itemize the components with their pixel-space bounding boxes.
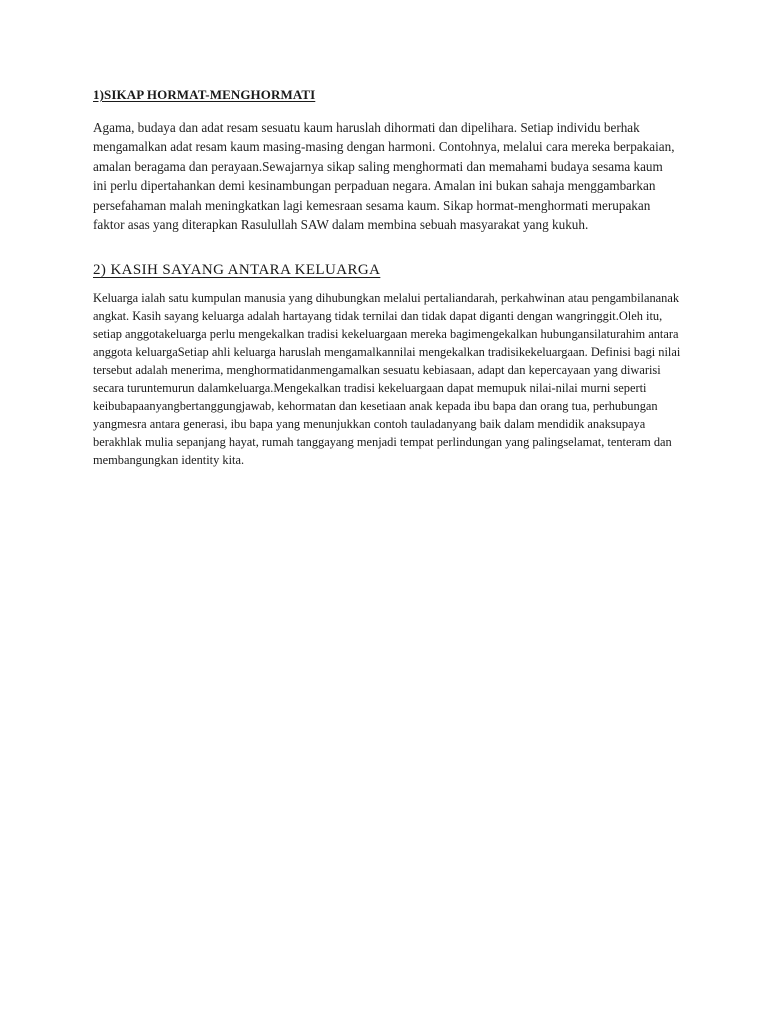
- section-paragraph-kasih-sayang: Keluarga ialah satu kumpulan manusia yang dihubungkan melalui pertaliandarah, perkahwinan atau pengambilananak angkat. Kasih sayang keluarga adalah hartayang tidak ternilai dan tidak dapat diganti dengan wangringgit.Oleh itu, setiap anggotakeluarga perlu mengekalkan tradisi kekeluargaan mereka bagimengekalkan hubungansilaturahim antara anggota keluargaSetiap ahli keluarga haruslah mengamalkannilai mengekalkan tradisikekeluargaan. Definisi bagi nilai tersebut adalah menerima, menghormatidanmengamalkan sesuatu kebiasaan, adapt dan kepercayaan yang diwarisi secara turuntemurun dalamkeluarga.Mengekalkan tradisi kekeluargaan dapat memupuk nilai-nilai murni seperti keibubapaanyangbertanggungjawab, kehormatan dan kesetiaan anak kepada ibu bapa dan orang tua, perhubungan yangmesra antara generasi, ibu bapa yang menunjukkan contoh tauladanyang baik dalam mendidik anaksupaya berakhlak mulia sepanjang hayat, rumah tanggayang menjadi tempat perlindungan yang palingselamat, tenteram dan membangungkan identity kita.: [93, 291, 681, 467]
- document-page: [93, 86, 683, 470]
- section-heading-sikap-hormat: 1)SIKAP HORMAT-MENGHORMATI: [93, 87, 316, 102]
- section-paragraph-sikap-hormat: Agama, budaya dan adat resam sesuatu kaum haruslah dihormati dan dipelihara. Setiap individu berhak mengamalkan adat resam kaum masing-masing dengan harmoni. Contohnya, melalui cara mereka berpakaian, amalan beragama dan perayaan.Sewajarnya sikap saling menghormati dan memahami budaya sesama kaum ini perlu dipertahankan demi kesinambungan perpaduan negara. Amalan ini bukan sahaja menggambarkan persefahaman malah meningkatkan lagi kemesraan sesama kaum. Sikap hormat-menghormati merupakan faktor asas yang diterapkan Rasulullah SAW dalam membina sebuah masyarakat yang kukuh.: [93, 120, 675, 233]
- section-heading-kasih-sayang: 2) KASIH SAYANG ANTARA KELUARGA: [93, 262, 381, 279]
